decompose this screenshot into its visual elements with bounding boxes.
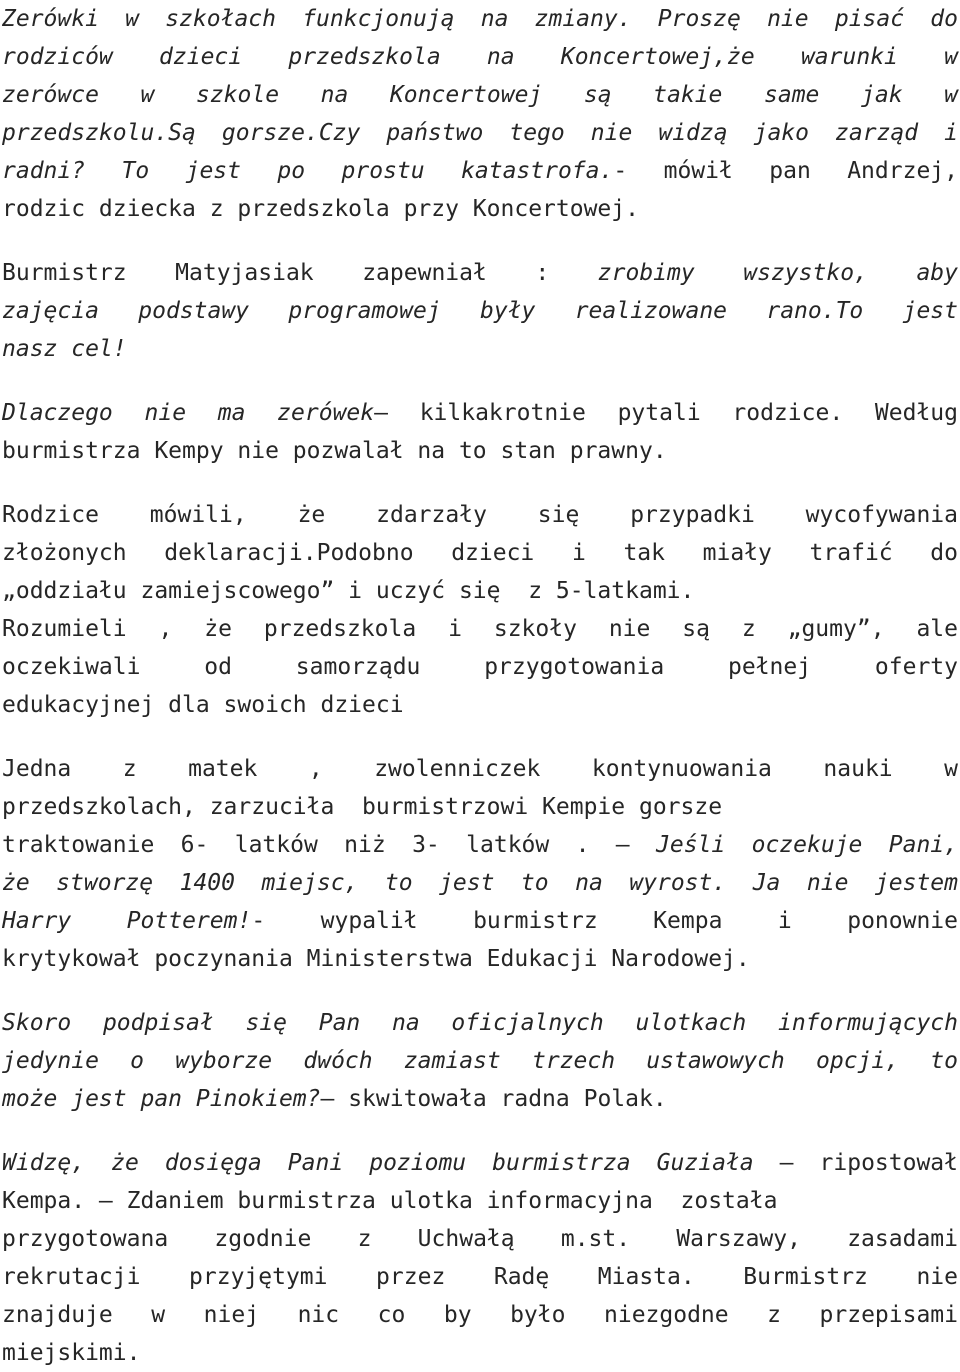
paragraph [2,1004,958,1118]
paragraph [2,0,958,228]
text-segment: Kempa. – Zdaniem burmistrza ulotka informacyjna została [2,1188,778,1214]
paragraph [2,394,958,470]
italic-text: radni? To jest po prostu katastrofa. [2,158,614,184]
text-segment: rekrutacji przyjętymi przez Radę Miasta. Burmistrz nie [2,1264,958,1290]
text-line [2,534,958,572]
text-segment: oczekiwali od samorządu przygotowania pełnej oferty [2,654,958,680]
paragraph [2,254,958,368]
paragraph-gap [2,470,958,496]
text-line [2,788,958,826]
text-segment: – ripostował [753,1150,959,1176]
text-line [2,432,958,470]
italic-text: że stworzę 1400 miejsc, to jest to na wyrost. Ja nie jestem [2,870,958,896]
paragraph-gap [2,228,958,254]
article-body [2,0,958,1372]
text-line [2,292,958,330]
text-segment: przygotowana zgodnie z Uchwałą m.st. Warszawy, zasadami [2,1226,958,1252]
text-segment: „oddziału zamiejscowego” i uczyć się z 5-latkami. [2,578,695,604]
text-segment: złożonych deklaracji.Podobno dzieci i tak miały trafić do [2,540,958,566]
text-line [2,1042,958,1080]
text-segment: edukacyjnej dla swoich dzieci [2,692,404,718]
text-line [2,572,958,610]
text-segment: traktowanie 6- latków niż 3- latków . – [2,832,657,858]
text-segment: - wypalił burmistrz Kempa i ponownie [251,908,958,934]
text-line [2,1296,958,1334]
text-line [2,330,958,368]
text-line [2,648,958,686]
text-line [2,1144,958,1182]
paragraph-gap [2,1118,958,1144]
text-line [2,750,958,788]
italic-text: Jeśli oczekuje Pani, [656,832,958,858]
text-segment: burmistrza Kempy nie pozwalał na to stan prawny. [2,438,667,464]
italic-text: przedszkolu.Są gorsze.Czy państwo tego nie widzą jako zarząd i [2,120,958,146]
paragraph-gap [2,724,958,750]
text-line [2,254,958,292]
text-segment: krytykował poczynania Ministerstwa Edukacji Narodowej. [2,946,750,972]
text-line [2,1182,958,1220]
text-line [2,864,958,902]
text-segment: Rozumieli , że przedszkola i szkoły nie są z „gumy”, ale [2,616,958,642]
text-line [2,0,958,38]
text-line [2,826,958,864]
text-line [2,902,958,940]
text-line [2,190,958,228]
text-line [2,114,958,152]
text-line [2,76,958,114]
text-segment: rodzic dziecka z przedszkola przy Koncertowej. [2,196,639,222]
text-line [2,940,958,978]
italic-text: Widzę, że dosięga Pani poziomu burmistrza Guziała [2,1150,754,1176]
text-line [2,38,958,76]
text-segment: – skwitowała radna Polak. [320,1086,667,1112]
text-segment: miejskimi. [2,1340,141,1366]
text-line [2,1334,958,1372]
text-segment: Jedna z matek , zwolenniczek kontynuowania nauki w [2,756,958,782]
italic-text: zerówce w szkole na Koncertowej są takie same jak w [2,82,958,108]
italic-text: jedynie o wyborze dwóch zamiast trzech ustawowych opcji, to [2,1048,958,1074]
italic-text: Skoro podpisał się Pan na oficjalnych ulotkach informujących [2,1010,958,1036]
italic-text: Harry Potterem! [2,908,252,934]
text-segment: – kilkakrotnie pytali rodzice. Według [374,400,958,426]
text-line [2,1258,958,1296]
text-segment: Rodzice mówili, że zdarzały się przypadki wycofywania [2,502,958,528]
italic-text: rodziców dzieci przedszkola na Koncertowej,że warunki w [2,44,958,70]
text-segment: przedszkolach, zarzuciła burmistrzowi Kempie gorsze [2,794,723,820]
italic-text: może jest pan Pinokiem? [2,1086,321,1112]
text-line [2,496,958,534]
text-line [2,152,958,190]
text-segment: znajduje w niej nic co by było niezgodne z przepisami [2,1302,958,1328]
text-segment: - mówił pan Andrzej, [613,158,958,184]
paragraph-gap [2,978,958,1004]
italic-text: zajęcia podstawy programowej były realizowane rano.To jest [2,298,958,324]
italic-text: Zerówki w szkołach funkcjonują na zmiany. Proszę nie pisać do [2,6,958,32]
italic-text: Dlaczego nie ma zerówek [2,400,375,426]
text-segment: Burmistrz Matyjasiak zapewniał : [2,260,598,286]
text-line [2,394,958,432]
text-line [2,610,958,648]
paragraph-gap [2,368,958,394]
text-line [2,1080,958,1118]
paragraph [2,1144,958,1372]
paragraph [2,496,958,724]
italic-text: nasz cel! [2,336,127,362]
text-line [2,1220,958,1258]
text-line [2,686,958,724]
text-line [2,1004,958,1042]
italic-text: zrobimy wszystko, aby [597,260,958,286]
paragraph [2,750,958,978]
